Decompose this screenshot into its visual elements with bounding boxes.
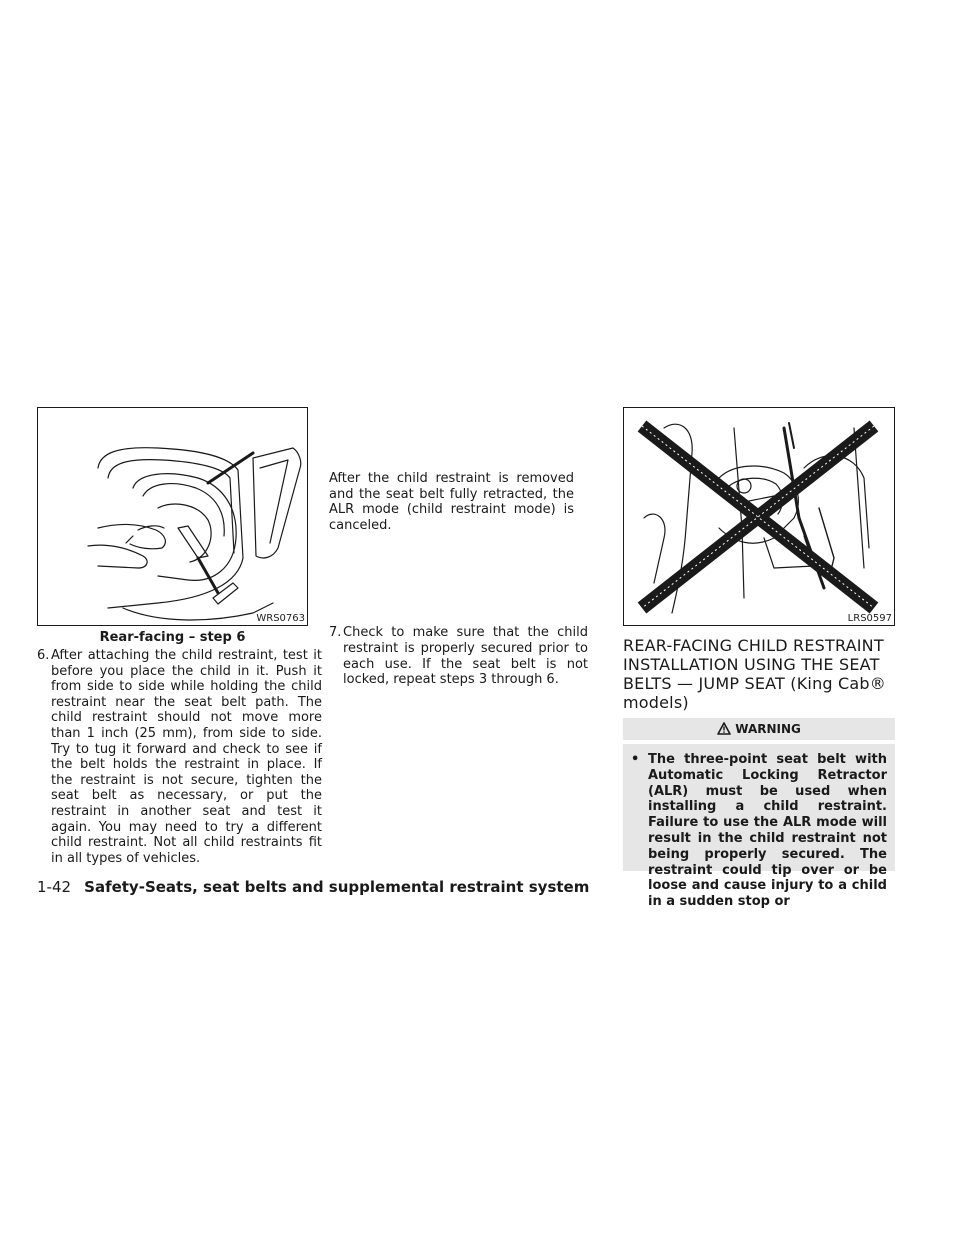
crossed-out-illustration <box>624 408 896 627</box>
warning-triangle-icon <box>717 722 735 736</box>
step-text: Check to make sure that the child restraint is properly secured prior to each use. If the seat belt is not locked, repeat steps 3 through 6. <box>343 625 588 688</box>
warning-label: WARNING <box>735 722 801 736</box>
warning-header <box>623 718 895 740</box>
step-text: After attaching the child restraint, test it before you place the child in it. Push it from side to side while holding the child restraint near the seat belt path. The child restraint should not move more than 1 inch (25 mm), from side to side. Try to tug it forward and check to see if the belt holds the restraint in place. If the restraint is not secure, tighten the seat belt as necessary, or put the restraint in another seat and test it again. You may need to try a different child restraint. Not all child restraints fit in all types of vehicles. <box>51 648 322 866</box>
page-number: 1-42 <box>37 878 72 896</box>
figure-code: LRS0597 <box>847 613 892 624</box>
figure-code: WRS0763 <box>256 613 305 624</box>
step-6 <box>37 648 322 866</box>
chapter-title: Safety-Seats, seat belts and supplemental restraint system <box>84 878 590 896</box>
warning-body <box>623 744 895 910</box>
step-7 <box>329 625 588 687</box>
bullet: • <box>631 752 640 767</box>
page-footer <box>37 877 897 896</box>
step-number: 7. <box>329 625 342 641</box>
after-removal-paragraph: After the child restraint is removed and the seat belt fully retracted, the ALR mode (child restraint mode) is canceled. <box>329 471 574 533</box>
figure-incorrect-installation <box>623 407 895 626</box>
figure-caption: Rear-facing – step 6 <box>99 630 246 645</box>
step-number: 6. <box>37 648 50 663</box>
figure-rear-facing-step6 <box>37 407 308 626</box>
warning-text: The three-point seat belt with Automatic Locking Retractor (ALR) must be used when installing a child restraint. Failure to use the ALR mode will result in the child restraint not being properly secured. The restraint could tip over or be loose and cause injury to a child in a sudden stop or <box>648 752 887 910</box>
section-heading: REAR-FACING CHILD RESTRAINT INSTALLATION USING THE SEAT BELTS — JUMP SEAT (King Cab® models) <box>623 636 886 712</box>
child-seat-illustration <box>38 408 309 627</box>
